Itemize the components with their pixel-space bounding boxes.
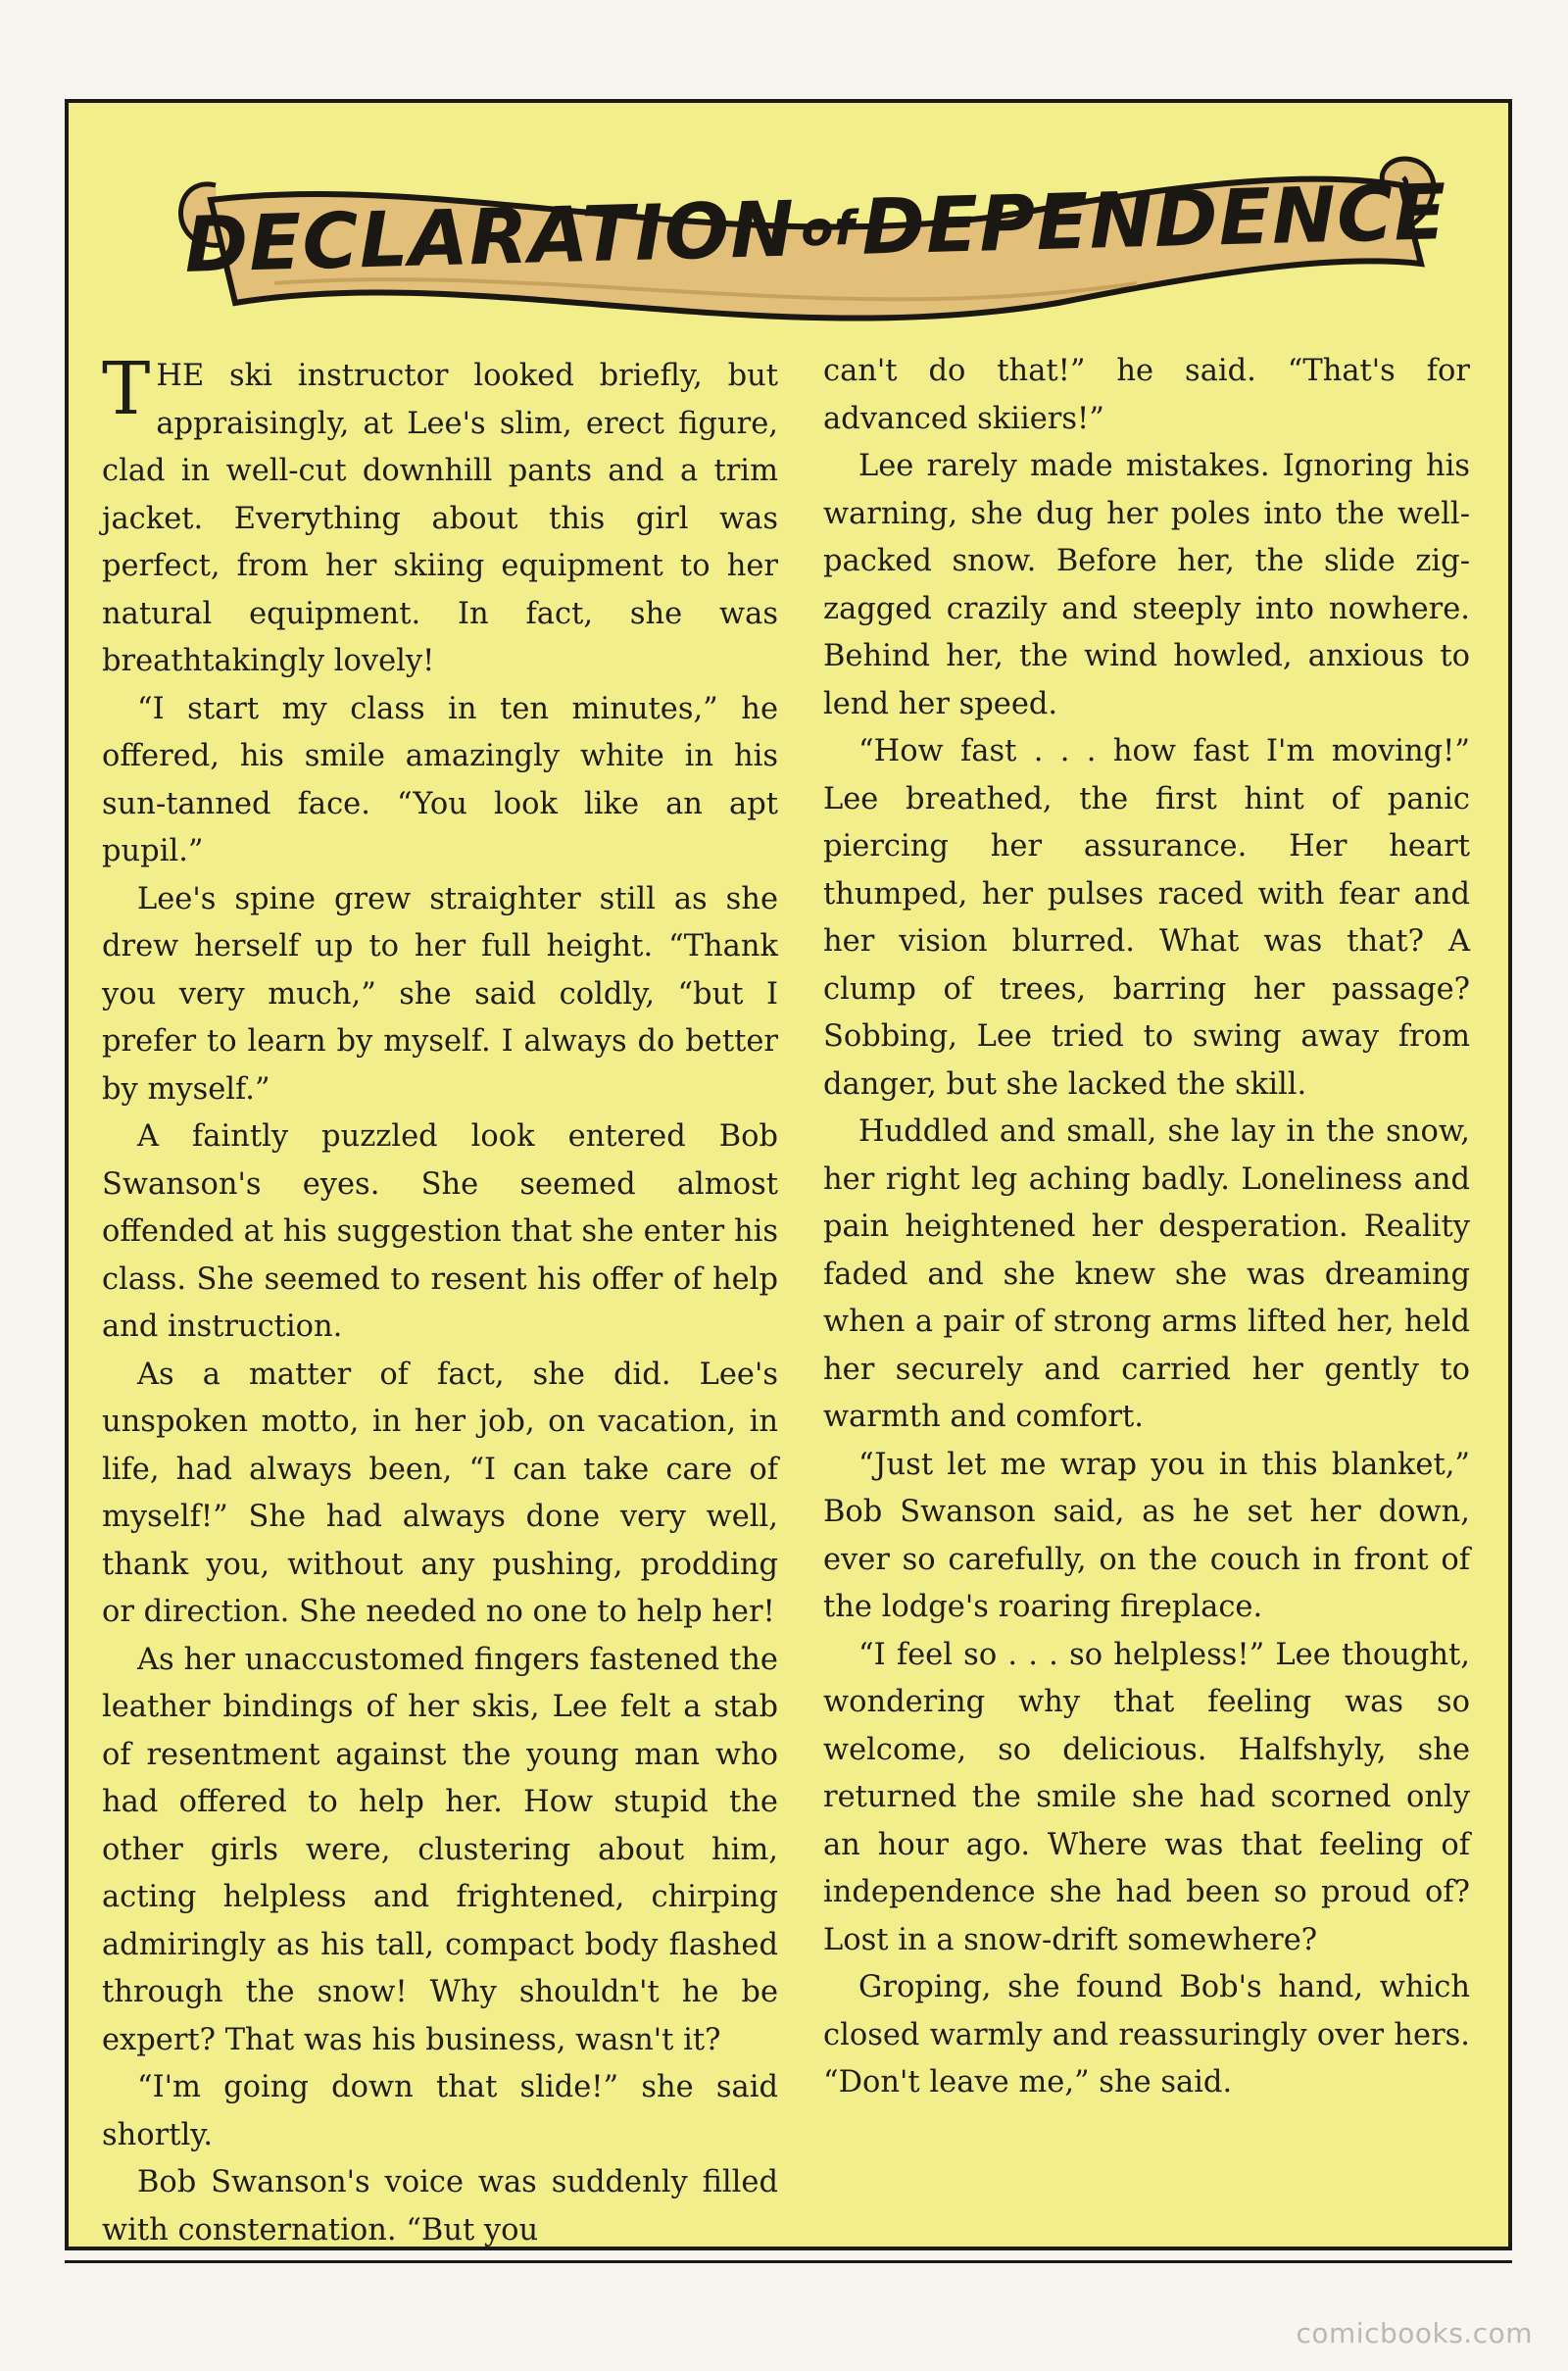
paragraph: Lee's spine grew straighter still as she drew herself up to her full height. “Thank you very much,” she said coldly, “but I prefer to learn by myself. I always do better by myself.”: [102, 881, 778, 1107]
paragraph-text: HE ski instructor looked briefly, but appraisingly, at Lee's slim, erect figure, clad in well-cut downhill pants and a trim jacket. Everything about this girl was perfect, from her skiing equipment to her natural equipment. In fact, she was breathtakingly lovely!: [102, 359, 778, 678]
paragraph: “Just let me wrap you in this blanket,” Bob Swanson said, as he set her down, ever so carefully, on the couch in front of the lodge's roaring fireplace.: [823, 1447, 1470, 1624]
paragraph: “I feel so . . . so helpless!” Lee thought, wondering why that feeling was so welcome, so delicious. Halfshyly, she returned the smile she had scorned only an hour ago. Where was that feeling of independence she had been so proud of? Lost in a snow-drift somewhere?: [823, 1637, 1470, 1957]
paragraph: As her unaccustomed fingers fastened the leather bindings of her skis, Lee felt a stab of resentment against the young man who had offered to help her. How stupid the other girls were, clustering about him, acting helpless and frightened, chirping admiringly as his tall, compact body flashed through the snow! Why shouldn't he be expert? That was his business, wasn't it?: [102, 1642, 778, 2057]
title-banner: [157, 117, 1475, 342]
paragraph: Bob Swanson's voice was suddenly filled with consternation. “But you: [102, 2165, 778, 2248]
paragraph: “I start my class in ten minutes,” he offered, his smile amazingly white in his sun-tanned face. “You look like an apt pupil.”: [102, 691, 778, 868]
paragraph: Lee rarely made mistakes. Ignoring his warning, she dug her poles into the well-packed snow. Before her, the slide zig-zagged crazily and steeply into nowhere. Behind her, the wind howled, anxious to lend her speed.: [823, 449, 1470, 721]
paragraph: Huddled and small, she lay in the snow, her right leg aching badly. Loneliness and pain heightened her desperation. Reality faded and she knew she was dreaming when a pair of strong arms lifted her, held her securely and carried her gently to warmth and comfort.: [823, 1114, 1470, 1434]
paragraph: [102, 347, 778, 686]
drop-cap: T: [102, 347, 151, 431]
bottom-rule: [65, 2260, 1512, 2263]
paragraph: A faintly puzzled look entered Bob Swanson's eyes. She seemed almost offended at his suggestion that she enter his class. She seemed to resent his offer of help and instruction.: [102, 1119, 778, 1344]
story-page: [65, 99, 1512, 2250]
paragraph: “I'm going down that slide!” she said shortly.: [102, 2070, 778, 2152]
title-word-dependence: DEPENDENCE: [859, 169, 1448, 272]
paragraph: “How fast . . . how fast I'm moving!” Lee breathed, the first hint of panic piercing her assurance. Her heart thumped, her pulses raced with fear and her vision blurred. What was that? A clump of trees, barring her passage? Sobbing, Lee tried to swing away from danger, but she lacked the skill.: [823, 734, 1470, 1102]
title-word-declaration: DECLARATION: [183, 185, 797, 290]
paragraph-continuation: can't do that!” he said. “That's for advanced skiiers!”: [823, 354, 1470, 436]
paragraph: Groping, she found Bob's hand, which closed warmly and reassuringly over hers. “Don't leave me,” she said.: [823, 1970, 1470, 2099]
title-connector: of: [800, 200, 857, 258]
paragraph: As a matter of fact, she did. Lee's unspoken motto, in her job, on vacation, in life, had always been, “I can take care of myself!” She had always done very well, thank you, without any pushing, prodding or direction. She needed no one to help her!: [102, 1357, 778, 1629]
site-watermark: comicbooks.com: [1296, 2317, 1533, 2349]
story-title: [154, 99, 1478, 359]
left-text-column: [102, 347, 778, 2254]
right-text-column: [823, 348, 1470, 2107]
